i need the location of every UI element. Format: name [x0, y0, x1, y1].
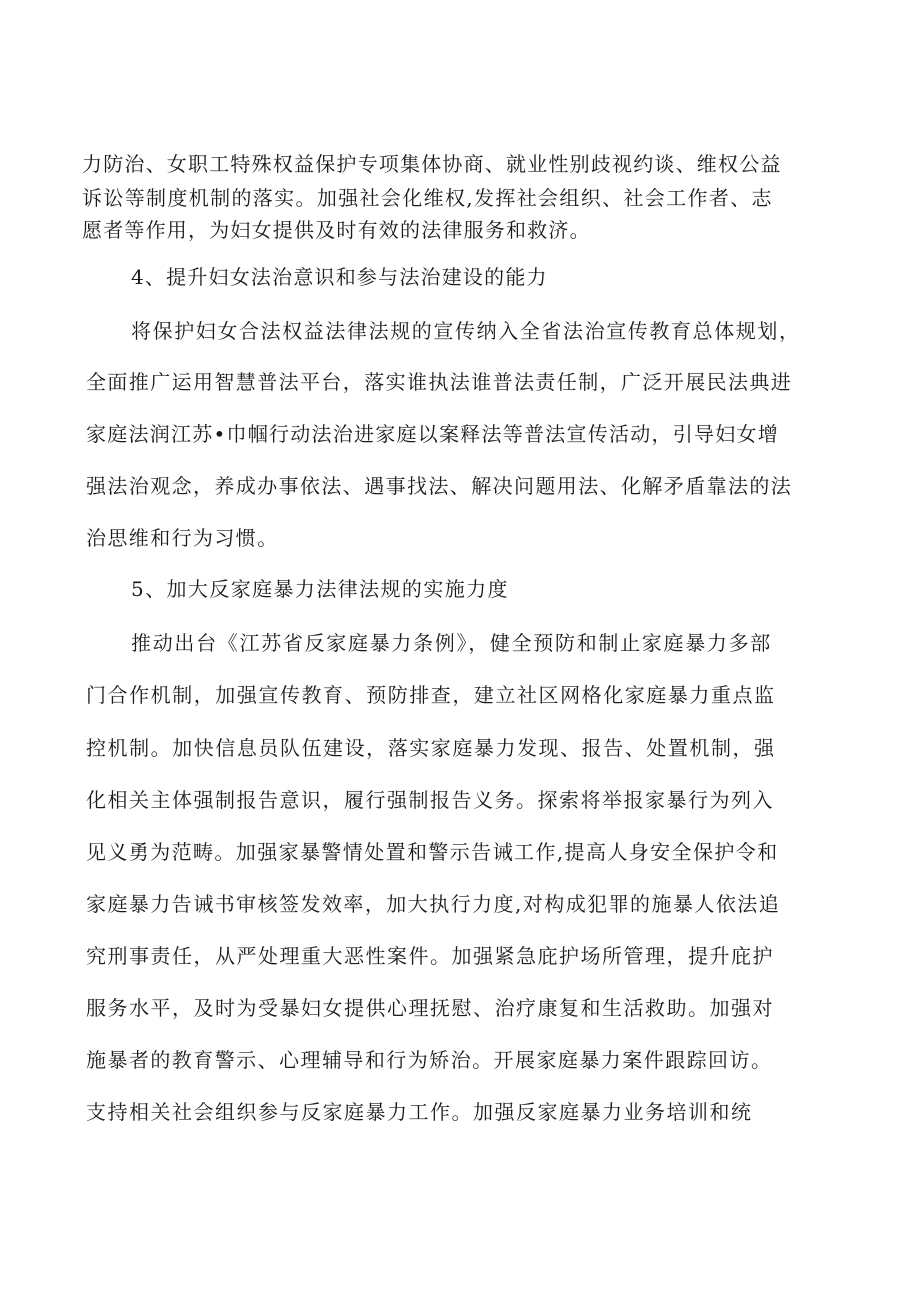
- paragraph-line: 诉讼等制度机制的落实。加强社会化维权,发挥社会组织、社会工作者、志: [82, 186, 773, 210]
- paragraph-line: 家庭法润江苏•巾帼行动法治进家庭以案释法等普法宣传活动，引导妇女增: [86, 422, 780, 446]
- paragraph-line: 愿者等作用，为妇女提供及时有效的法律服务和救济。: [82, 218, 591, 242]
- paragraph-line: 力防治、女职工特殊权益保护专项集体协商、就业性别歧视约谈、维权公益: [82, 152, 782, 176]
- paragraph-line: 治思维和行为习惯。: [86, 526, 279, 550]
- paragraph-line: 全面推广运用智慧普法平台，落实谁执法谁普法责任制，广泛开展民法典进: [86, 370, 793, 394]
- paragraph-line: 施暴者的教育警示、心理辅导和行为矫治。开展家庭暴力案件跟踪回访。: [86, 1048, 773, 1072]
- paragraph-line: 家庭暴力告诫书审核签发效率，加大执行力度,对构成犯罪的施暴人依法追: [86, 892, 781, 916]
- paragraph-line: 化相关主体强制报告意识，履行强制报告义务。探索将举报家暴行为列入: [86, 788, 774, 812]
- paragraph-line: 究刑事责任，从严处理重大恶性案件。加强紧急庇护场所管理，提升庇护: [86, 944, 774, 968]
- paragraph-line: 推动出台《江苏省反家庭暴力条例》，健全预防和制止家庭暴力多部: [131, 631, 772, 655]
- paragraph-line: 门合作机制，加强宣传教育、预防排查，建立社区网格化家庭暴力重点监: [86, 683, 776, 707]
- paragraph-line: 强法治观念，养成办事依法、遇事找法、解决问题用法、化解矛盾靠法的法: [86, 474, 793, 498]
- paragraph-line: 见义勇为范畴。加强家暴警情处置和警示告诫工作,提高人身安全保护令和: [86, 840, 779, 864]
- paragraph-line: 服务水平，及时为受暴妇女提供心理抚慰、治疗康复和生活救助。加强对: [86, 996, 774, 1020]
- section-heading-5: 5、加大反家庭暴力法律法规的实施力度: [131, 577, 509, 601]
- paragraph-line: 控机制。加快信息员队伍建设，落实家庭暴力发现、报告、处置机制，强: [86, 736, 776, 760]
- paragraph-line: 将保护妇女合法权益法律法规的宣传纳入全省法治宣传教育总体规划，: [131, 319, 801, 343]
- section-heading-4: 4、提升妇女法治意识和参与法治建设的能力: [131, 265, 548, 289]
- paragraph-line: 支持相关社会组织参与反家庭暴力工作。加强反家庭暴力业务培训和统: [86, 1100, 753, 1124]
